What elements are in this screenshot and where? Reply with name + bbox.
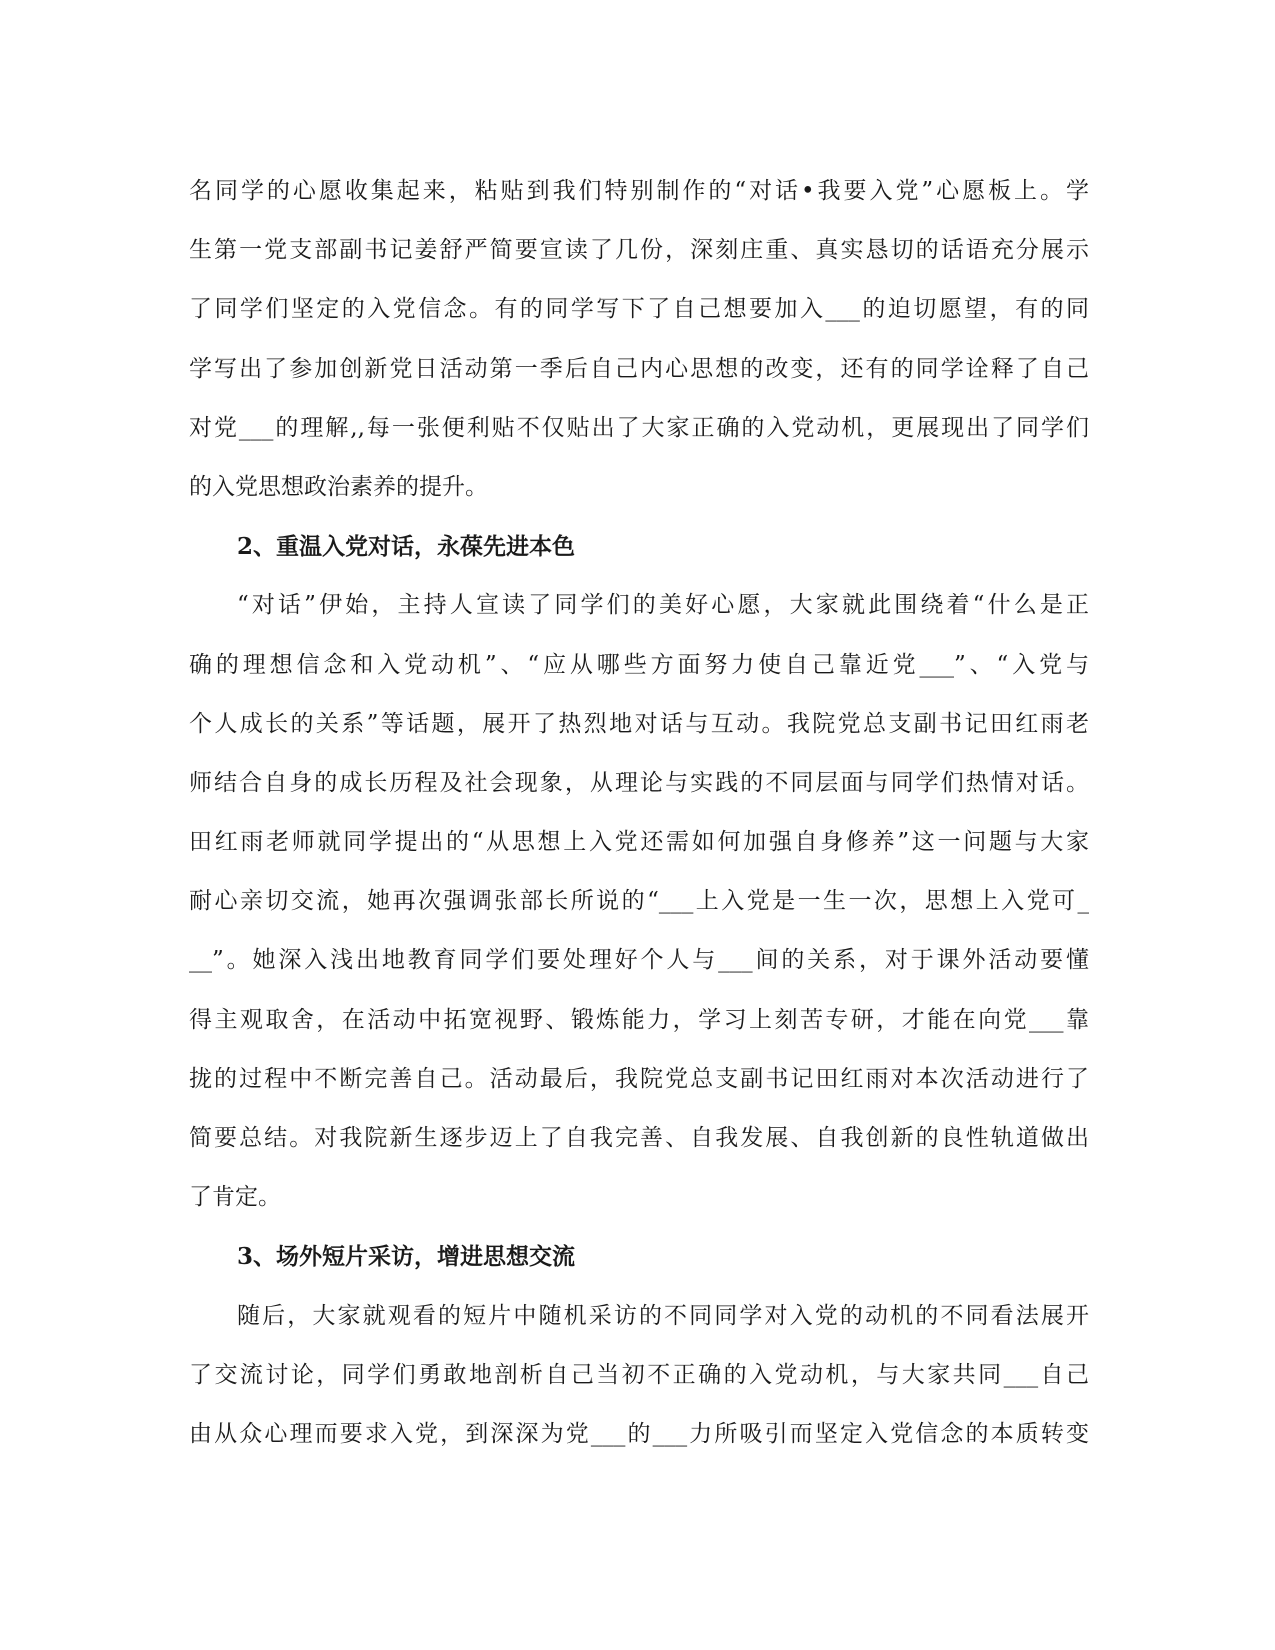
paragraph-1-line: 的入党思想政治素养的提升。 xyxy=(189,473,488,500)
paragraph-2-line: 个人成长的关系”等话题，展开了热烈地对话与互动。我院党总支副书记田红雨老 xyxy=(189,710,1089,737)
paragraph-2-line: 师结合自身的成长历程及社会现象，从理论与实践的不同层面与同学们热情对话。 xyxy=(189,769,1089,796)
paragraph-2-line: 耐心亲切交流，她再次强调张部长所说的“___上入党是一生一次，思想上入党可_ xyxy=(189,888,1089,915)
paragraph-2-line: 了肯定。 xyxy=(189,1184,281,1211)
paragraph-1-line: 学写出了参加创新党日活动第一季后自己内心思想的改变，还有的同学诠释了自己 xyxy=(189,355,1089,382)
paragraph-2-line: 确的理想信念和入党动机”、“应从哪些方面努力使自己靠近党___”、“入党与 xyxy=(189,651,1089,678)
paragraph-2-line: 得主观取舍，在活动中拓宽视野、锻炼能力，学习上刻苦专研，才能在向党___靠 xyxy=(189,1006,1089,1033)
paragraph-2-line: __”。她深入浅出地教育同学们要处理好个人与___间的关系，对于课外活动要懂 xyxy=(189,947,1089,974)
paragraph-1-line: 生第一党支部副书记姜舒严简要宣读了几份，深刻庄重、真实恳切的话语充分展示 xyxy=(189,237,1089,264)
paragraph-1-line: 了同学们坚定的入党信念。有的同学写下了自己想要加入___的迫切愿望，有的同 xyxy=(189,296,1089,323)
paragraph-1-line: 对党___的理解,,每一张便利贴不仅贴出了大家正确的入党动机，更展现出了同学们 xyxy=(189,414,1089,441)
paragraph-2-line: 田红雨老师就同学提出的“从思想上入党还需如何加强自身修养”这一问题与大家 xyxy=(189,829,1089,856)
section-heading-2: 2、重温入党对话，永葆先进本色 xyxy=(237,533,576,561)
paragraph-1-line: 名同学的心愿收集起来，粘贴到我们特别制作的“对话•我要入党”心愿板上。学 xyxy=(189,178,1089,204)
paragraph-2-line: 拢的过程中不断完善自己。活动最后，我院党总支副书记田红雨对本次活动进行了 xyxy=(189,1065,1089,1092)
paragraph-3-line: 由从众心理而要求入党，到深深为党___的___力所吸引而坚定入党信念的本质转变 xyxy=(189,1420,1089,1447)
section-heading-3: 3、场外短片采访，增进思想交流 xyxy=(237,1243,576,1271)
document-page xyxy=(189,162,1089,1464)
paragraph-2-line: “对话”伊始，主持人宣读了同学们的美好心愿，大家就此围绕着“什么是正 xyxy=(237,592,1089,619)
paragraph-3-line: 随后，大家就观看的短片中随机采访的不同同学对入党的动机的不同看法展开 xyxy=(237,1302,1089,1329)
paragraph-3-line: 了交流讨论，同学们勇敢地剖析自己当初不正确的入党动机，与大家共同___自己 xyxy=(189,1361,1089,1388)
paragraph-2-line: 简要总结。对我院新生逐步迈上了自我完善、自我发展、自我创新的良性轨道做出 xyxy=(189,1125,1089,1151)
